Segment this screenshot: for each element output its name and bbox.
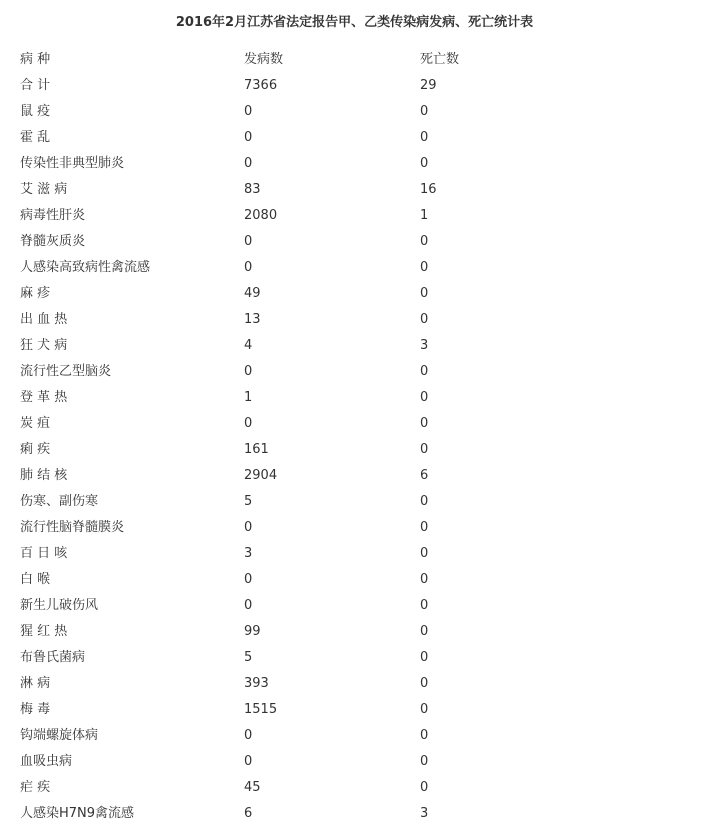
table-row: [20, 255, 690, 281]
disease-name-cell: 出 血 热: [20, 312, 68, 327]
cases-cell: 49: [244, 286, 261, 301]
disease-name-cell: 病毒性肝炎: [20, 208, 86, 223]
disease-name-cell: 痢 疾: [20, 442, 51, 457]
cases-cell: 0: [244, 260, 253, 275]
deaths-cell: 0: [420, 156, 429, 171]
disease-name-cell: 登 革 热: [20, 390, 68, 405]
table-row: [20, 775, 690, 801]
cases-cell: 1: [244, 390, 253, 405]
disease-name-cell: 伤寒、副伤寒: [20, 494, 99, 509]
header-cases: 发病数: [244, 52, 284, 67]
disease-name-cell: 梅 毒: [20, 702, 51, 717]
cases-cell: 0: [244, 130, 253, 145]
cases-cell: 5: [244, 650, 253, 665]
deaths-cell: 0: [420, 442, 429, 457]
deaths-cell: 0: [420, 624, 429, 639]
deaths-cell: 0: [420, 702, 429, 717]
table-row: [20, 99, 690, 125]
cases-cell: 6: [244, 806, 253, 821]
disease-name-cell: 疟 疾: [20, 780, 51, 795]
deaths-cell: 0: [420, 780, 429, 795]
disease-name-cell: 传染性非典型肺炎: [20, 156, 125, 171]
disease-name-cell: 百 日 咳: [20, 546, 68, 561]
deaths-cell: 0: [420, 728, 429, 743]
table-row: [20, 151, 690, 177]
cases-cell: 393: [244, 676, 269, 691]
disease-name-cell: 狂 犬 病: [20, 338, 68, 353]
disease-name-cell: 炭 疽: [20, 416, 51, 431]
header-deaths: 死亡数: [420, 52, 460, 67]
cases-cell: 13: [244, 312, 261, 327]
table-row: [20, 333, 690, 359]
disease-name-cell: 淋 病: [20, 676, 51, 691]
deaths-cell: 0: [420, 312, 429, 327]
cases-cell: 4: [244, 338, 253, 353]
cases-cell: 0: [244, 364, 253, 379]
table-row: [20, 749, 690, 775]
table-row: [20, 359, 690, 385]
disease-name-cell: 人感染H7N9禽流感: [20, 806, 135, 821]
cases-cell: 2080: [244, 208, 278, 223]
table-row: [20, 73, 690, 99]
table-row: [20, 541, 690, 567]
deaths-cell: 0: [420, 364, 429, 379]
table-row: [20, 177, 690, 203]
deaths-cell: 3: [420, 806, 429, 821]
disease-statistics-table: [20, 47, 690, 827]
table-row: [20, 281, 690, 307]
disease-name-cell: 猩 红 热: [20, 624, 68, 639]
deaths-cell: 0: [420, 234, 429, 249]
header-disease: 病 种: [20, 52, 51, 67]
deaths-cell: 0: [420, 416, 429, 431]
deaths-cell: 0: [420, 520, 429, 535]
deaths-cell: 0: [420, 546, 429, 561]
disease-name-cell: 新生儿破伤风: [20, 598, 99, 613]
cases-cell: 161: [244, 442, 269, 457]
cases-cell: 0: [244, 572, 253, 587]
table-row: [20, 307, 690, 333]
deaths-cell: 0: [420, 286, 429, 301]
table-row: [20, 619, 690, 645]
deaths-cell: 0: [420, 390, 429, 405]
deaths-cell: 0: [420, 754, 429, 769]
disease-name-cell: 人感染高致病性禽流感: [20, 260, 151, 275]
table-row: [20, 697, 690, 723]
disease-name-cell: 肺 结 核: [20, 468, 68, 483]
table-row: [20, 437, 690, 463]
cases-cell: 0: [244, 598, 253, 613]
cases-cell: 0: [244, 234, 253, 249]
table-row: [20, 515, 690, 541]
table-row: [20, 593, 690, 619]
table-row: [20, 723, 690, 749]
disease-name-cell: 白 喉: [20, 572, 51, 587]
cases-cell: 3: [244, 546, 253, 561]
cases-cell: 7366: [244, 78, 278, 93]
disease-name-cell: 艾 滋 病: [20, 182, 68, 197]
deaths-cell: 0: [420, 650, 429, 665]
deaths-cell: 0: [420, 598, 429, 613]
deaths-cell: 29: [420, 78, 437, 93]
cases-cell: 2904: [244, 468, 278, 483]
table-row: [20, 489, 690, 515]
cases-cell: 99: [244, 624, 261, 639]
disease-name-cell: 钩端螺旋体病: [20, 728, 99, 743]
table-row: [20, 125, 690, 151]
table-row: [20, 801, 690, 827]
deaths-cell: 16: [420, 182, 437, 197]
disease-name-cell: 合 计: [20, 78, 51, 93]
deaths-cell: 0: [420, 104, 429, 119]
cases-cell: 0: [244, 156, 253, 171]
cases-cell: 0: [244, 104, 253, 119]
table-row: [20, 229, 690, 255]
table-row: [20, 645, 690, 671]
deaths-cell: 0: [420, 260, 429, 275]
cases-cell: 83: [244, 182, 261, 197]
cases-cell: 0: [244, 754, 253, 769]
disease-name-cell: 流行性脑脊髓膜炎: [20, 520, 125, 535]
disease-name-cell: 麻 疹: [20, 286, 51, 301]
deaths-cell: 6: [420, 468, 429, 483]
cases-cell: 5: [244, 494, 253, 509]
table-row: [20, 203, 690, 229]
disease-name-cell: 血吸虫病: [20, 754, 73, 769]
cases-cell: 0: [244, 416, 253, 431]
disease-name-cell: 鼠 疫: [20, 104, 51, 119]
disease-name-cell: 脊髓灰质炎: [20, 234, 86, 249]
page-title: 2016年2月江苏省法定报告甲、乙类传染病发病、死亡统计表: [175, 15, 534, 30]
deaths-cell: 0: [420, 676, 429, 691]
cases-cell: 0: [244, 728, 253, 743]
table-row: [20, 567, 690, 593]
deaths-cell: 1: [420, 208, 429, 223]
table-row: [20, 411, 690, 437]
deaths-cell: 3: [420, 338, 429, 353]
deaths-cell: 0: [420, 130, 429, 145]
table-row: [20, 463, 690, 489]
table-header-row: [20, 47, 690, 73]
cases-cell: 45: [244, 780, 261, 795]
disease-name-cell: 布鲁氏菌病: [20, 650, 86, 665]
cases-cell: 1515: [244, 702, 278, 717]
table-row: [20, 385, 690, 411]
cases-cell: 0: [244, 520, 253, 535]
disease-name-cell: 流行性乙型脑炎: [20, 364, 112, 379]
table-row: [20, 671, 690, 697]
disease-name-cell: 霍 乱: [20, 130, 51, 145]
deaths-cell: 0: [420, 572, 429, 587]
deaths-cell: 0: [420, 494, 429, 509]
